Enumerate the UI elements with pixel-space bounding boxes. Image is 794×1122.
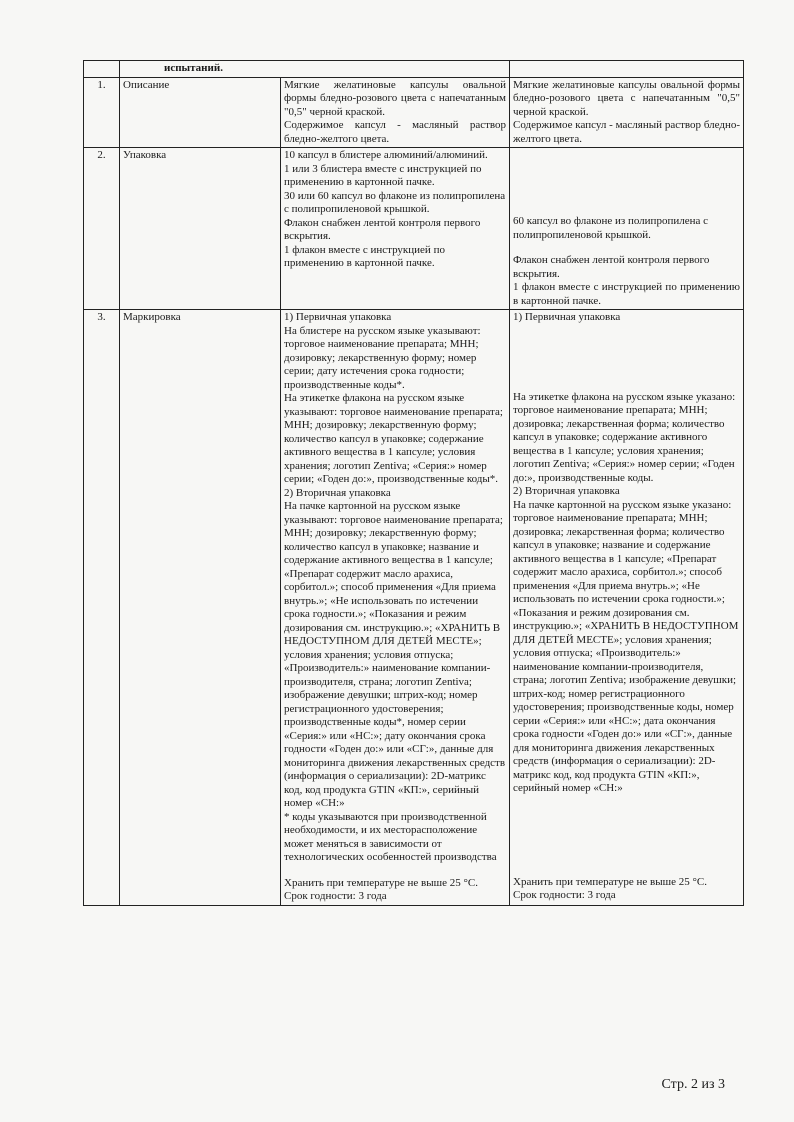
paragraph: 10 капсул в блистере алюминий/алюминий. xyxy=(284,149,488,161)
paragraph: 1 флакон вместе с инструкцией по применению в картонной пачке. xyxy=(513,281,741,307)
table-row xyxy=(84,148,744,310)
table-cell xyxy=(84,61,120,78)
row-number: 3. xyxy=(84,310,120,906)
paragraph: 1 флакон вместе с инструкцией по применению в картонной пачке. xyxy=(284,243,445,269)
proposed-text-cell xyxy=(510,148,744,310)
row-number: 2. xyxy=(84,148,120,310)
page-number: Стр. 2 из 3 xyxy=(661,1077,725,1092)
section-title: 2) Вторичная упаковка xyxy=(284,486,391,499)
current-text-cell xyxy=(281,148,510,310)
storage-text: Хранить при температуре не выше 25 °С. xyxy=(284,876,478,889)
spacer xyxy=(284,865,506,877)
section-title: 1) Первичная упаковка xyxy=(284,311,392,323)
section-title: 1) Первичная упаковка xyxy=(513,311,621,323)
shelf-life-text: Срок годности: 3 года xyxy=(284,890,387,902)
row-name: Маркировка xyxy=(120,310,281,906)
header-cell-text: испытаний. xyxy=(120,61,510,78)
spacer xyxy=(513,796,740,876)
paragraph: На блистере на русском языке указывают: торговое наименование препарата; МНН; дозировку; лекарственную форму; номер серии; дату истечения срока годности; производственные коды*. xyxy=(284,324,481,391)
paragraph: Мягкие желатиновые капсулы овальной формы бледно-розового цвета с напечатанным "0,5" черной краской. xyxy=(513,78,741,118)
table-row xyxy=(84,61,744,78)
row-name: Упаковка xyxy=(120,148,281,310)
footnote: * коды указываются при производственной необходимости, и их месторасположение может меняться в зависимости от технологических особенностей производства xyxy=(284,810,497,863)
comparison-table xyxy=(83,60,744,906)
current-text-cell xyxy=(281,310,510,906)
paragraph: На пачке картонной на русском языке указано: торговое наименование препарата; МНН; дозировка; лекарственная форма; количество капсул в упаковке; название и содержание активного вещества в 1 капсуле; «Препарат содержит масло арахиса, сорбитол.»; способ применения «Для приема внутрь.»; «Не использовать по истечении срока годности.»; «Показания и режим дозирования см. инструкцию.»; «ХРАНИТЬ В НЕДОСТУПНОМ ДЛЯ ДЕТЕЙ МЕСТЕ»; условия хранения; условия отпуска; «Производитель:» наименование компании-производителя, страна; логотип Zentiva; изображение девушки; штрих-код; номер регистрационного удостоверения; производственные коды, номер серии «Серия:» или «НС:»; дата окончания срока годности «Годен до:» или «СГ:», данные для мониторинга движения лекарственных средств (информация о сериализации): 2D-матрикс код, код продукта GTIN «КП:», серийный номер «СН:» xyxy=(513,498,739,794)
table-cell xyxy=(510,61,744,78)
paragraph: На этикетке флакона на русском языке указано: торговое наименование препарата; МНН; дозировка; лекарственная форма; количество капсул в упаковке; содержание активного вещества в 1 капсуле; условия хранения; логотип Zentiva; «Серия:» номер серии; «Годен до:», производственные коды. xyxy=(513,390,736,484)
proposed-text-cell xyxy=(510,310,744,906)
paragraph: На пачке картонной на русском языке указывают: торговое наименование препарата; МНН; дозировку; лекарственную форму; количество капсул в упаковке; название и содержание активного вещества в 1 капсуле; «Препарат содержит масло арахиса, сорбитол.»; способ применения «Для приема внутрь.»; «Не использовать по истечении срока годности.»; «Показания и режим дозирования см. инструкцию.»; «ХРАНИТЬ В НЕДОСТУПНОМ ДЛЯ ДЕТЕЙ МЕСТЕ»; условия хранения; условия отпуска; «Производитель:» наименование компании-производителя, страна; логотип Zentiva; изображение девушки; штрих-код; номер регистрационного удостоверения; производственные коды*, номер серии «Серия:» или «НС:»; дату окончания срока годности «Годен до:» или «СГ:», данные для мониторинга движения лекарственных средств (информация о сериализации): 2D-матрикс код, код продукта GTIN «КП:», серийный номер «СН:» xyxy=(284,500,506,809)
row-number: 1. xyxy=(84,77,120,148)
storage-text: Хранить при температуре не выше 25 °С. xyxy=(513,875,707,888)
row-name: Описание xyxy=(120,77,281,148)
paragraph: Флакон снабжен лентой контроля первого вскрытия. xyxy=(513,254,710,280)
paragraph: 1 или 3 блистера вместе с инструкцией по применению в картонной пачке. xyxy=(284,162,482,188)
section-title: 2) Вторичная упаковка xyxy=(513,485,620,497)
proposed-text-cell xyxy=(510,77,744,148)
paragraph: Флакон снабжен лентой контроля первого вскрытия. xyxy=(284,216,481,242)
paragraph: На этикетке флакона на русском языке указывают: торговое наименование препарата; МНН; дозировку; лекарственную форму; количество капсул в упаковке; содержание активного вещества в 1 капсуле; условия хранения; логотип Zentiva; «Серия:» номер серии; «Годен до:», производственные коды*. xyxy=(284,392,503,485)
spacer xyxy=(513,242,740,254)
spacer xyxy=(513,149,740,215)
paragraph: 30 или 60 капсул во флаконе из полипропилена с полипропиленовой крышкой. xyxy=(284,189,506,215)
paragraph: Содержимое капсул - масляный раствор бледно-желтого цвета. xyxy=(284,119,507,145)
table-row xyxy=(84,310,744,906)
table-row xyxy=(84,77,744,148)
paragraph: 60 капсул во флаконе из полипропилена с полипропиленовой крышкой. xyxy=(513,215,708,241)
spacer xyxy=(513,325,740,391)
current-text-cell xyxy=(281,77,510,148)
paragraph: Мягкие желатиновые капсулы овальной формы бледно-розового цвета с напечатанным "0,5" черной краской. xyxy=(284,78,507,118)
paragraph: Содержимое капсул - масляный раствор бледно-желтого цвета. xyxy=(513,119,741,145)
shelf-life-text: Срок годности: 3 года xyxy=(513,889,616,901)
